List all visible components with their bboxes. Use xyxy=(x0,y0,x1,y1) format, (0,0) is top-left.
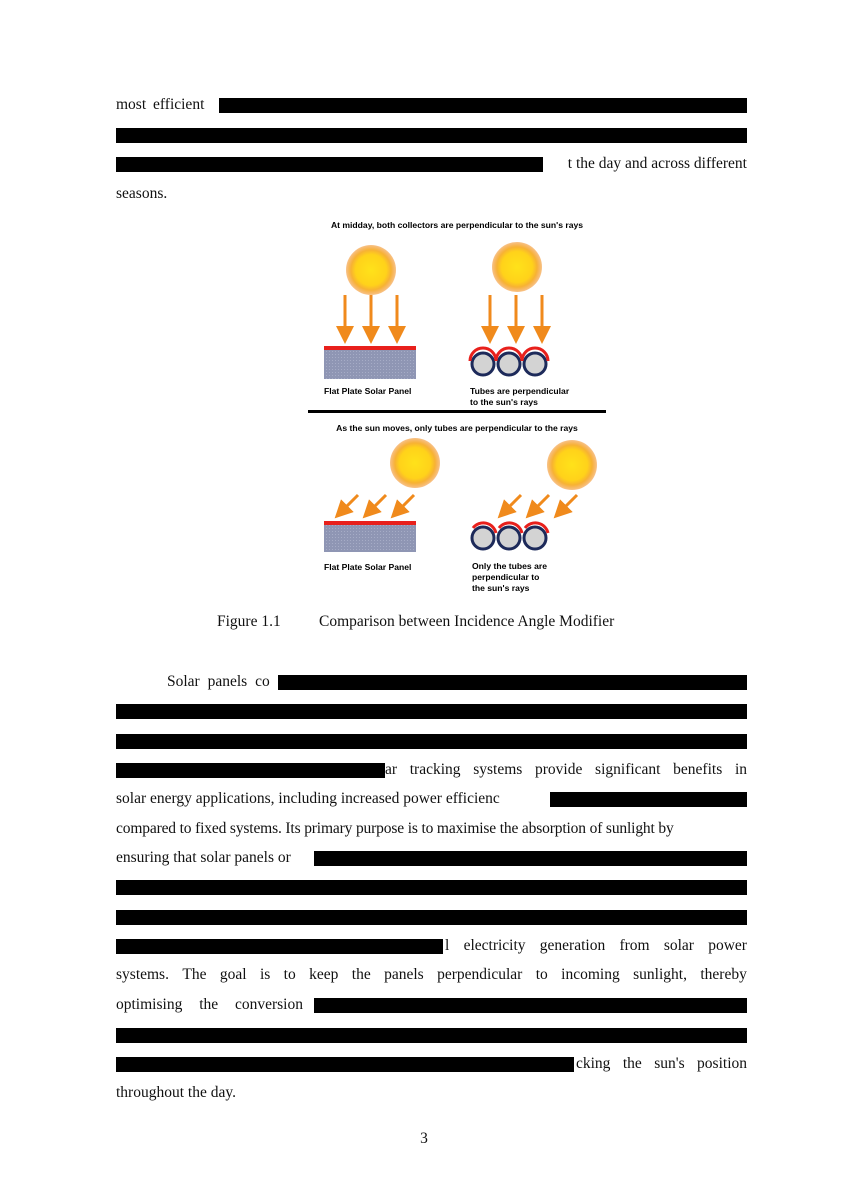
word: incoming xyxy=(561,966,620,983)
sun-icon xyxy=(492,242,542,292)
flat-plate-panel xyxy=(324,349,416,379)
figure-caption: Comparison between Incidence Angle Modifier xyxy=(319,613,615,630)
text-fragment: ensuring that solar panels or xyxy=(116,849,291,866)
redaction-bar xyxy=(116,128,747,143)
word: the xyxy=(199,996,219,1013)
sun-rays-vertical xyxy=(490,295,542,335)
redaction-bar xyxy=(314,998,747,1013)
tubes-label-line3: the sun's rays xyxy=(472,583,530,593)
flat-plate-panel xyxy=(324,524,416,552)
tubes-label-line2: perpendicular to xyxy=(472,572,540,582)
sun-rays-diagonal xyxy=(504,495,577,512)
word: conversion xyxy=(234,996,303,1013)
text-line-justified xyxy=(116,964,747,986)
word: solar xyxy=(663,937,694,954)
word: the xyxy=(622,1055,642,1072)
redaction-bar xyxy=(278,675,747,690)
iam-comparison-figure xyxy=(308,213,606,599)
text-line-justified xyxy=(576,1053,747,1075)
word: sun's xyxy=(654,1055,685,1072)
flat-plate-label: Flat Plate Solar Panel xyxy=(324,562,412,572)
ray-arrow xyxy=(341,495,358,512)
redaction-bar xyxy=(314,851,747,866)
text-line-justified xyxy=(116,994,303,1016)
redaction-bar xyxy=(116,880,747,895)
ray-arrow xyxy=(560,495,577,512)
ray-arrow xyxy=(504,495,521,512)
text-fragment: throughout the day. xyxy=(116,1084,236,1101)
redaction-bar xyxy=(116,704,747,719)
redaction-bar xyxy=(550,792,747,807)
sun-icon xyxy=(547,440,597,490)
word: systems xyxy=(473,761,523,778)
word: electricity xyxy=(463,937,526,954)
ray-arrow xyxy=(369,495,386,512)
tubes-label-line1: Only the tubes are xyxy=(472,561,547,571)
figure-divider xyxy=(308,410,606,413)
word: systems. xyxy=(116,966,169,983)
ray-arrow xyxy=(397,495,414,512)
text-fragment: t the day and across different xyxy=(567,155,747,172)
word: is xyxy=(259,966,271,983)
tube-icon xyxy=(472,527,494,549)
word: position xyxy=(697,1055,747,1072)
text-fragment: seasons. xyxy=(116,185,168,202)
text-line xyxy=(116,183,747,205)
sun-rays-vertical xyxy=(345,295,397,335)
word: significant xyxy=(595,761,661,778)
redaction-bar xyxy=(219,98,747,113)
word: The xyxy=(182,966,207,983)
text-line xyxy=(116,153,747,175)
word: to xyxy=(283,966,296,983)
word: thereby xyxy=(700,966,747,983)
tube-icon xyxy=(498,527,520,549)
tube-icon xyxy=(524,527,546,549)
word: panels xyxy=(384,966,424,983)
panel-absorber-edge xyxy=(324,521,416,525)
figure-top-title: At midday, both collectors are perpendicular to the sun's rays xyxy=(330,220,584,230)
word: tracking xyxy=(409,761,461,778)
redaction-bar xyxy=(116,939,443,954)
panel-absorber-edge xyxy=(324,346,416,350)
redaction-bar xyxy=(116,910,747,925)
word: benefits xyxy=(673,761,723,778)
word: generation xyxy=(539,937,606,954)
text-line-justified xyxy=(385,759,747,781)
tube-icon xyxy=(524,353,546,375)
word: from xyxy=(619,937,650,954)
tube-icon xyxy=(498,353,520,375)
word: the xyxy=(351,966,371,983)
redaction-bar xyxy=(116,734,747,749)
sun-icon xyxy=(390,438,440,488)
word: l xyxy=(445,937,450,954)
word: to xyxy=(535,966,548,983)
page-number: 3 xyxy=(420,1130,428,1147)
word: cking xyxy=(576,1055,611,1072)
redaction-bar xyxy=(116,1057,574,1072)
ray-arrow xyxy=(532,495,549,512)
word: ar xyxy=(385,761,398,778)
figure-bottom-title: As the sun moves, only tubes are perpendicular to the rays xyxy=(336,423,578,433)
text-fragment: solar energy applications, including increased power efficienc xyxy=(116,790,500,807)
evacuated-tubes xyxy=(470,348,548,375)
tubes-label-line1: Tubes are perpendicular xyxy=(470,386,570,396)
tube-icon xyxy=(472,353,494,375)
sun-rays-diagonal xyxy=(341,495,414,512)
text-line xyxy=(116,818,747,840)
figure-number: Figure 1.1 xyxy=(217,613,281,630)
word: goal xyxy=(219,966,247,983)
text-line xyxy=(116,1082,747,1104)
word: perpendicular xyxy=(437,966,523,983)
text-fragment: Solar panels co xyxy=(167,673,270,690)
word: provide xyxy=(535,761,583,778)
word: power xyxy=(708,937,747,954)
text-fragment: most efficient xyxy=(116,96,205,113)
text-line-justified xyxy=(445,935,747,957)
word: sunlight, xyxy=(633,966,687,983)
flat-plate-label: Flat Plate Solar Panel xyxy=(324,386,412,396)
text-fragment: compared to fixed systems. Its primary purpose is to maximise the absorption of sunlight by xyxy=(116,820,674,837)
evacuated-tubes xyxy=(472,523,548,549)
redaction-bar xyxy=(116,1028,747,1043)
word: optimising xyxy=(116,996,183,1013)
word: keep xyxy=(309,966,339,983)
word: in xyxy=(734,761,747,778)
redaction-bar xyxy=(116,763,385,778)
tubes-label-line2: to the sun's rays xyxy=(470,397,538,407)
sun-icon xyxy=(346,245,396,295)
